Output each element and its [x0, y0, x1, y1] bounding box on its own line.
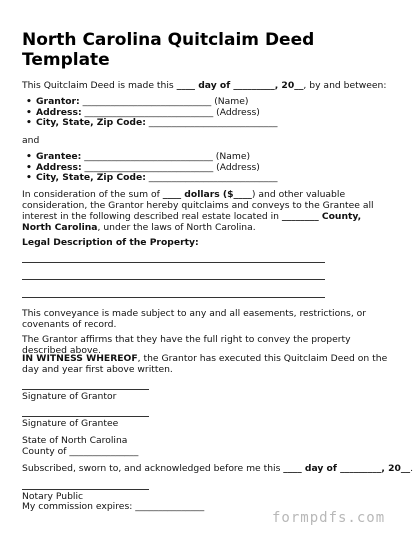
intro-day-blank[interactable]: ____ [176, 80, 195, 91]
grantor-name-field[interactable]: ____________________________ [79, 96, 212, 107]
grantor-name-item: • Grantor: ____________________________ (Name) [36, 97, 277, 108]
grantee-name-item: • Grantee: ____________________________ (Name) [36, 152, 277, 163]
legal-description-line-2[interactable] [22, 279, 325, 280]
notary-label: Notary Public [22, 491, 84, 502]
grantor-address-field[interactable]: ____________________________ [81, 106, 214, 118]
subscribed-year-blank[interactable]: __ [400, 463, 411, 474]
dollar-amount-blank[interactable]: ____ [233, 189, 252, 200]
witness-paragraph: IN WITNESS WHEREOF, the Grantor has executed this Quitclaim Deed on the day and year first above written. [22, 353, 388, 375]
grantee-signature-label: Signature of Grantee [22, 418, 119, 429]
intro-line [22, 80, 386, 91]
consideration-paragraph: In consideration of the sum of ____ dollars ($____) and other valuable consideration, the Grantor hereby quitclaims and conveys to the Grantee all interest in the following described real estate located in ________ County, North Carolina, under the laws of North Carolina. [22, 189, 374, 233]
subscribed-day-blank[interactable]: ____ [283, 463, 302, 474]
intro-suffix: , by and between: [303, 80, 387, 91]
grantee-city-item: • City, State, Zip Code: ____________________________ [36, 173, 277, 184]
legal-description-heading: Legal Description of the Property: [22, 237, 199, 248]
subject-paragraph: This conveyance is made subject to any and all easements, restrictions, or covenants of record. [22, 308, 367, 330]
intro-month-blank[interactable]: _________ [233, 80, 275, 91]
grantor-list [22, 97, 277, 129]
intro-year-blank[interactable]: __ [294, 80, 304, 91]
legal-description-line-1[interactable] [22, 262, 325, 263]
commission-line: My commission expires: _______________ [22, 501, 205, 512]
affirm-paragraph: The Grantor affirms that they have the full right to convey the property described above. [22, 334, 351, 356]
sum-blank[interactable]: ____ [162, 189, 182, 200]
subscribed-line: Subscribed, sworn to, and acknowledged before me this ____ day of _________, 20__. [22, 463, 413, 474]
and-text: and [22, 135, 40, 146]
state-label: State of North Carolina [22, 435, 128, 446]
notary-signature-line[interactable] [22, 489, 149, 490]
county-blank[interactable]: ________ [281, 211, 319, 222]
site-watermark: formpdfs.com [272, 510, 386, 526]
grantor-signature-line[interactable] [22, 389, 149, 390]
grantee-address-field[interactable]: ____________________________ [81, 161, 214, 173]
county-of-field[interactable]: _______________ [69, 446, 139, 457]
grantee-city-field[interactable]: ____________________________ [145, 172, 278, 183]
grantee-address-item: • Address: ____________________________ (Address) [36, 163, 277, 174]
intro-prefix: This Quitclaim Deed is made this [22, 80, 177, 91]
county-of-line: County of _______________ [22, 446, 139, 457]
commission-expires-field[interactable]: _______________ [135, 501, 205, 512]
grantee-name-field[interactable]: ____________________________ [81, 151, 213, 162]
subscribed-month-blank[interactable]: _________ [340, 463, 382, 474]
grantor-city-field[interactable]: ____________________________ [145, 117, 278, 128]
grantor-signature-label: Signature of Grantor [22, 391, 117, 402]
page-title: North Carolina Quitclaim Deed Template [22, 30, 315, 70]
grantee-signature-line[interactable] [22, 416, 149, 417]
intro-year-prefix: , 20 [274, 80, 295, 91]
intro-day-word: day of [195, 80, 234, 91]
grantee-list [22, 152, 277, 184]
grantor-address-item: • Address: ____________________________ (Address) [36, 108, 277, 119]
legal-description-line-3[interactable] [22, 297, 325, 298]
grantor-city-item: • City, State, Zip Code: ____________________________ [36, 118, 277, 129]
